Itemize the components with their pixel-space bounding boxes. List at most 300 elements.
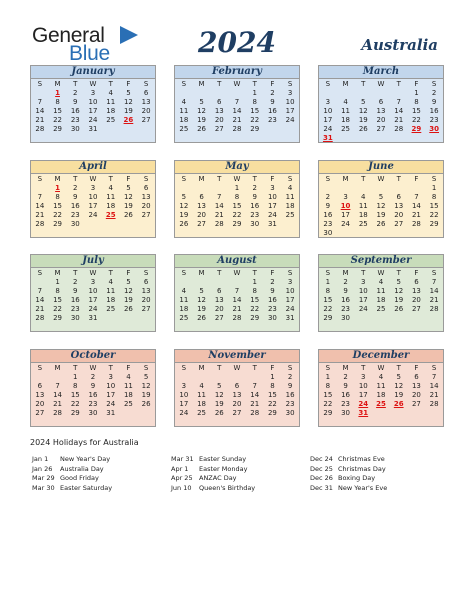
day-cell: 4 bbox=[287, 184, 293, 192]
day-cell: 1 bbox=[325, 278, 331, 286]
day-cell: 15 bbox=[323, 391, 333, 399]
day-cell: 26 bbox=[123, 211, 133, 219]
empty-day bbox=[246, 373, 264, 382]
holiday-day: 24 bbox=[358, 400, 369, 408]
holiday-date: Mar 29 bbox=[32, 474, 55, 482]
day-cell: 28 bbox=[232, 125, 242, 133]
empty-day bbox=[372, 89, 390, 98]
empty-day bbox=[175, 373, 193, 382]
weekday-label: T bbox=[361, 80, 366, 88]
day-cell: 23 bbox=[70, 211, 80, 219]
weekday-label: T bbox=[73, 80, 78, 88]
day-cell: 6 bbox=[37, 382, 43, 390]
weekday-label: T bbox=[252, 269, 257, 277]
weekday-header bbox=[31, 363, 155, 373]
day-cell: 22 bbox=[411, 116, 421, 124]
day-cell: 10 bbox=[323, 107, 333, 115]
day-cell: 25 bbox=[197, 409, 207, 417]
empty-day bbox=[337, 184, 355, 193]
day-cell: 19 bbox=[394, 296, 404, 304]
weekday-label: T bbox=[396, 80, 401, 88]
holiday-name: Christmas Day bbox=[338, 464, 386, 473]
day-cell: 20 bbox=[214, 116, 224, 124]
empty-day bbox=[319, 89, 337, 98]
day-cell: 15 bbox=[232, 202, 242, 210]
day-cell: 17 bbox=[358, 296, 368, 304]
weekday-label: F bbox=[414, 269, 419, 277]
day-cell: 21 bbox=[411, 211, 421, 219]
day-grid bbox=[175, 184, 299, 229]
weekday-label: S bbox=[181, 80, 187, 88]
day-cell: 8 bbox=[414, 98, 419, 106]
day-cell: 11 bbox=[106, 98, 116, 106]
day-cell: 16 bbox=[250, 202, 260, 210]
weekday-label: M bbox=[198, 175, 205, 183]
day-cell: 9 bbox=[73, 193, 78, 201]
day-cell: 24 bbox=[285, 116, 295, 124]
month-november bbox=[174, 349, 300, 427]
day-grid bbox=[319, 89, 443, 143]
day-cell: 12 bbox=[123, 287, 133, 295]
day-cell: 15 bbox=[267, 391, 277, 399]
day-cell: 7 bbox=[37, 193, 43, 201]
holiday-row bbox=[171, 465, 255, 475]
day-cell: 27 bbox=[214, 314, 224, 322]
month-name: June bbox=[319, 161, 443, 174]
day-cell: 17 bbox=[106, 391, 116, 399]
day-cell: 19 bbox=[123, 202, 133, 210]
weekday-label: W bbox=[89, 269, 97, 277]
day-cell: 26 bbox=[358, 125, 368, 133]
day-cell: 25 bbox=[123, 400, 133, 408]
holiday-row bbox=[171, 474, 255, 484]
day-cell: 5 bbox=[126, 184, 131, 192]
day-cell: 30 bbox=[70, 220, 80, 228]
day-cell: 19 bbox=[376, 211, 386, 219]
day-cell: 28 bbox=[53, 409, 63, 417]
day-cell: 1 bbox=[73, 373, 78, 381]
day-cell: 25 bbox=[285, 211, 295, 219]
day-cell: 18 bbox=[285, 202, 295, 210]
weekday-label: S bbox=[37, 80, 43, 88]
weekday-label: M bbox=[342, 175, 349, 183]
day-cell: 6 bbox=[414, 373, 419, 381]
day-cell: 3 bbox=[270, 184, 275, 192]
day-cell: 11 bbox=[197, 391, 207, 399]
day-cell: 9 bbox=[73, 98, 78, 106]
day-cell: 6 bbox=[217, 287, 222, 295]
day-cell: 9 bbox=[343, 382, 348, 390]
day-cell: 31 bbox=[267, 220, 277, 228]
day-grid bbox=[31, 89, 155, 134]
day-cell: 11 bbox=[106, 193, 116, 201]
weekday-label: S bbox=[325, 80, 331, 88]
day-cell: 13 bbox=[141, 287, 151, 295]
day-cell: 23 bbox=[267, 305, 277, 313]
day-cell: 3 bbox=[90, 184, 96, 192]
weekday-label: T bbox=[108, 269, 113, 277]
month-july bbox=[30, 254, 156, 332]
day-cell: 4 bbox=[108, 89, 113, 97]
day-cell: 22 bbox=[323, 400, 333, 408]
day-cell: 30 bbox=[323, 229, 333, 237]
weekday-header bbox=[31, 174, 155, 184]
day-cell: 4 bbox=[108, 184, 113, 192]
day-cell: 27 bbox=[411, 400, 421, 408]
day-cell: 12 bbox=[197, 296, 207, 304]
day-cell: 24 bbox=[285, 305, 295, 313]
day-cell: 10 bbox=[179, 391, 189, 399]
empty-day bbox=[354, 89, 372, 98]
day-cell: 18 bbox=[179, 305, 189, 313]
day-cell: 25 bbox=[341, 125, 351, 133]
day-cell: 31 bbox=[88, 125, 98, 133]
day-cell: 9 bbox=[90, 382, 96, 390]
day-cell: 19 bbox=[179, 211, 189, 219]
day-cell: 29 bbox=[53, 220, 63, 228]
day-cell: 14 bbox=[232, 296, 242, 304]
day-cell: 24 bbox=[88, 305, 98, 313]
day-cell: 16 bbox=[70, 202, 80, 210]
day-cell: 18 bbox=[106, 107, 116, 115]
empty-day bbox=[49, 373, 67, 382]
day-cell: 21 bbox=[394, 116, 404, 124]
day-cell: 20 bbox=[141, 296, 151, 304]
day-cell: 19 bbox=[197, 116, 207, 124]
day-cell: 11 bbox=[123, 382, 133, 390]
day-cell: 1 bbox=[431, 184, 437, 192]
day-cell: 27 bbox=[197, 220, 207, 228]
day-cell: 23 bbox=[285, 400, 295, 408]
day-cell: 23 bbox=[341, 400, 351, 408]
day-cell: 5 bbox=[199, 287, 204, 295]
day-cell: 18 bbox=[106, 202, 116, 210]
day-cell: 13 bbox=[214, 107, 224, 115]
day-cell: 9 bbox=[343, 287, 348, 295]
empty-day bbox=[31, 184, 49, 193]
day-cell: 5 bbox=[217, 382, 222, 390]
day-cell: 24 bbox=[179, 409, 189, 417]
weekday-label: T bbox=[361, 269, 366, 277]
day-cell: 21 bbox=[53, 400, 63, 408]
day-cell: 11 bbox=[376, 382, 386, 390]
day-cell: 6 bbox=[234, 382, 240, 390]
day-cell: 13 bbox=[376, 107, 386, 115]
holiday-row bbox=[310, 455, 387, 465]
day-cell: 20 bbox=[394, 211, 404, 219]
day-cell: 24 bbox=[267, 211, 277, 219]
day-cell: 18 bbox=[179, 116, 189, 124]
weekday-label: S bbox=[37, 269, 43, 277]
day-grid bbox=[319, 278, 443, 323]
day-cell: 30 bbox=[250, 220, 260, 228]
day-grid bbox=[175, 373, 299, 418]
weekday-label: T bbox=[73, 269, 78, 277]
holiday-row bbox=[310, 484, 387, 494]
day-cell: 10 bbox=[88, 287, 98, 295]
weekday-label: S bbox=[143, 269, 149, 277]
day-cell: 2 bbox=[73, 89, 78, 97]
month-december bbox=[318, 349, 444, 427]
month-february bbox=[174, 65, 300, 143]
day-cell: 3 bbox=[90, 89, 96, 97]
day-cell: 27 bbox=[141, 116, 151, 124]
day-cell: 29 bbox=[53, 125, 63, 133]
day-cell: 9 bbox=[73, 287, 78, 295]
day-cell: 16 bbox=[341, 391, 351, 399]
day-cell: 30 bbox=[88, 409, 98, 417]
day-cell: 7 bbox=[252, 382, 257, 390]
weekday-label: T bbox=[396, 269, 401, 277]
holiday-name: ANZAC Day bbox=[199, 474, 237, 482]
day-cell: 26 bbox=[179, 220, 189, 228]
day-cell: 16 bbox=[267, 296, 277, 304]
empty-day bbox=[193, 373, 211, 382]
day-cell: 2 bbox=[270, 89, 275, 97]
day-cell: 17 bbox=[358, 391, 368, 399]
weekday-label: T bbox=[252, 80, 257, 88]
day-cell: 14 bbox=[250, 391, 260, 399]
day-cell: 18 bbox=[376, 296, 386, 304]
day-cell: 6 bbox=[143, 278, 149, 286]
day-cell: 30 bbox=[70, 314, 80, 322]
holiday-date: Jan 1 bbox=[32, 455, 49, 463]
month-name: November bbox=[175, 350, 299, 363]
empty-day bbox=[319, 184, 337, 193]
day-cell: 24 bbox=[88, 211, 98, 219]
day-cell: 26 bbox=[394, 305, 404, 313]
weekday-label: S bbox=[181, 269, 187, 277]
day-cell: 27 bbox=[141, 305, 151, 313]
day-cell: 11 bbox=[106, 287, 116, 295]
day-cell: 3 bbox=[108, 373, 113, 381]
holiday-day: 31 bbox=[358, 409, 369, 417]
day-cell: 2 bbox=[73, 278, 78, 286]
weekday-label: S bbox=[143, 175, 149, 183]
weekday-label: T bbox=[252, 175, 257, 183]
weekday-label: T bbox=[217, 364, 222, 372]
day-cell: 6 bbox=[143, 184, 149, 192]
holiday-day: 30 bbox=[429, 125, 439, 133]
holiday-name: Boxing Day bbox=[338, 474, 376, 482]
month-name: October bbox=[31, 350, 155, 363]
weekday-label: W bbox=[233, 175, 241, 183]
holiday-date: Dec 26 bbox=[310, 474, 333, 482]
weekday-label: T bbox=[217, 269, 222, 277]
day-cell: 18 bbox=[106, 296, 116, 304]
weekday-label: W bbox=[233, 269, 241, 277]
day-cell: 17 bbox=[88, 107, 98, 115]
day-cell: 11 bbox=[376, 287, 386, 295]
day-cell: 10 bbox=[88, 98, 98, 106]
holiday-name: New Year's Eve bbox=[338, 483, 388, 492]
weekday-label: S bbox=[325, 269, 331, 277]
empty-day bbox=[210, 278, 228, 287]
day-cell: 10 bbox=[267, 193, 277, 201]
weekday-label: T bbox=[108, 364, 113, 372]
weekday-label: T bbox=[396, 175, 401, 183]
day-cell: 1 bbox=[252, 278, 257, 286]
weekday-label: F bbox=[270, 364, 275, 372]
holiday-name: Australia Day bbox=[60, 464, 104, 473]
day-cell: 7 bbox=[37, 98, 43, 106]
day-cell: 22 bbox=[250, 116, 260, 124]
day-cell: 23 bbox=[70, 116, 80, 124]
month-name: December bbox=[319, 350, 443, 363]
month-name: March bbox=[319, 66, 443, 79]
day-cell: 23 bbox=[429, 116, 439, 124]
day-cell: 8 bbox=[325, 287, 331, 295]
weekday-label: M bbox=[198, 80, 205, 88]
weekday-label: T bbox=[252, 364, 257, 372]
day-cell: 8 bbox=[55, 98, 60, 106]
day-cell: 13 bbox=[141, 193, 151, 201]
day-cell: 21 bbox=[214, 211, 224, 219]
day-cell: 5 bbox=[199, 98, 204, 106]
day-cell: 7 bbox=[55, 382, 60, 390]
day-cell: 5 bbox=[143, 373, 149, 381]
day-cell: 19 bbox=[197, 305, 207, 313]
day-cell: 9 bbox=[252, 193, 257, 201]
holiday-row bbox=[310, 474, 387, 484]
month-may bbox=[174, 160, 300, 238]
empty-day bbox=[31, 89, 49, 98]
holiday-column bbox=[310, 455, 387, 493]
day-grid bbox=[175, 278, 299, 323]
month-april bbox=[30, 160, 156, 238]
day-cell: 2 bbox=[252, 184, 257, 192]
day-cell: 11 bbox=[285, 193, 295, 201]
day-cell: 11 bbox=[341, 107, 351, 115]
weekday-label: S bbox=[431, 175, 437, 183]
weekday-label: W bbox=[89, 364, 97, 372]
weekday-label: W bbox=[377, 269, 385, 277]
day-cell: 9 bbox=[287, 382, 293, 390]
day-cell: 28 bbox=[35, 220, 45, 228]
weekday-label: M bbox=[342, 269, 349, 277]
day-grid bbox=[319, 184, 443, 238]
weekday-header bbox=[175, 363, 299, 373]
holiday-name: Easter Monday bbox=[199, 464, 248, 473]
day-cell: 9 bbox=[431, 98, 437, 106]
empty-day bbox=[390, 184, 408, 193]
day-cell: 2 bbox=[343, 278, 348, 286]
day-cell: 1 bbox=[252, 89, 257, 97]
day-cell: 14 bbox=[429, 287, 439, 295]
day-cell: 1 bbox=[270, 373, 275, 381]
weekday-label: S bbox=[287, 175, 293, 183]
day-cell: 11 bbox=[179, 296, 189, 304]
day-cell: 22 bbox=[232, 211, 242, 219]
day-cell: 19 bbox=[141, 391, 151, 399]
day-cell: 25 bbox=[179, 314, 189, 322]
day-cell: 9 bbox=[325, 202, 331, 210]
day-cell: 28 bbox=[214, 220, 224, 228]
day-cell: 24 bbox=[341, 220, 351, 228]
day-cell: 16 bbox=[341, 296, 351, 304]
day-cell: 23 bbox=[341, 305, 351, 313]
day-cell: 23 bbox=[70, 305, 80, 313]
day-cell: 26 bbox=[197, 314, 207, 322]
holiday-column bbox=[171, 455, 255, 493]
holiday-name: Good Friday bbox=[60, 474, 99, 482]
day-cell: 8 bbox=[55, 287, 60, 295]
month-name: January bbox=[31, 66, 155, 79]
weekday-header bbox=[319, 174, 443, 184]
day-cell: 9 bbox=[270, 287, 275, 295]
holiday-date: Mar 30 bbox=[32, 483, 55, 492]
day-cell: 14 bbox=[35, 107, 45, 115]
day-cell: 27 bbox=[141, 211, 151, 219]
day-cell: 10 bbox=[358, 382, 368, 390]
day-cell: 8 bbox=[252, 287, 257, 295]
empty-day bbox=[175, 89, 193, 98]
day-cell: 6 bbox=[143, 89, 149, 97]
day-cell: 7 bbox=[234, 98, 240, 106]
weekday-label: W bbox=[89, 175, 97, 183]
day-cell: 14 bbox=[35, 296, 45, 304]
day-cell: 22 bbox=[53, 116, 63, 124]
day-cell: 17 bbox=[323, 116, 333, 124]
weekday-label: F bbox=[414, 175, 419, 183]
day-cell: 25 bbox=[179, 125, 189, 133]
holiday-date: Mar 31 bbox=[171, 455, 194, 463]
day-cell: 16 bbox=[70, 107, 80, 115]
holiday-row bbox=[32, 484, 112, 494]
weekday-header bbox=[175, 174, 299, 184]
weekday-header bbox=[175, 268, 299, 278]
holiday-date: Jun 10 bbox=[171, 483, 192, 492]
day-cell: 8 bbox=[325, 382, 331, 390]
day-cell: 7 bbox=[217, 193, 222, 201]
day-cell: 1 bbox=[325, 373, 331, 381]
day-cell: 1 bbox=[234, 184, 240, 192]
holiday-date: Apr 25 bbox=[171, 474, 193, 482]
day-cell: 12 bbox=[358, 107, 368, 115]
weekday-label: S bbox=[37, 364, 43, 372]
month-name: September bbox=[319, 255, 443, 268]
empty-day bbox=[210, 373, 228, 382]
day-cell: 23 bbox=[323, 220, 333, 228]
day-cell: 24 bbox=[323, 125, 333, 133]
holiday-name: Queen's Birthday bbox=[199, 483, 256, 492]
day-cell: 7 bbox=[396, 98, 401, 106]
day-cell: 25 bbox=[358, 220, 368, 228]
day-cell: 16 bbox=[88, 391, 98, 399]
day-cell: 7 bbox=[431, 278, 437, 286]
month-name: July bbox=[31, 255, 155, 268]
day-cell: 20 bbox=[214, 305, 224, 313]
day-cell: 19 bbox=[358, 116, 368, 124]
weekday-label: S bbox=[431, 80, 437, 88]
day-cell: 28 bbox=[429, 305, 439, 313]
holiday-day: 31 bbox=[322, 134, 333, 142]
day-cell: 4 bbox=[343, 98, 348, 106]
weekday-label: S bbox=[37, 175, 43, 183]
empty-day bbox=[31, 373, 49, 382]
day-cell: 13 bbox=[214, 296, 224, 304]
day-cell: 27 bbox=[214, 125, 224, 133]
day-cell: 8 bbox=[431, 193, 437, 201]
day-cell: 18 bbox=[341, 116, 351, 124]
weekday-label: S bbox=[181, 364, 187, 372]
day-cell: 13 bbox=[394, 202, 404, 210]
day-cell: 22 bbox=[323, 305, 333, 313]
day-cell: 15 bbox=[323, 296, 333, 304]
day-cell: 20 bbox=[141, 107, 151, 115]
day-cell: 18 bbox=[123, 391, 133, 399]
day-cell: 18 bbox=[376, 391, 386, 399]
